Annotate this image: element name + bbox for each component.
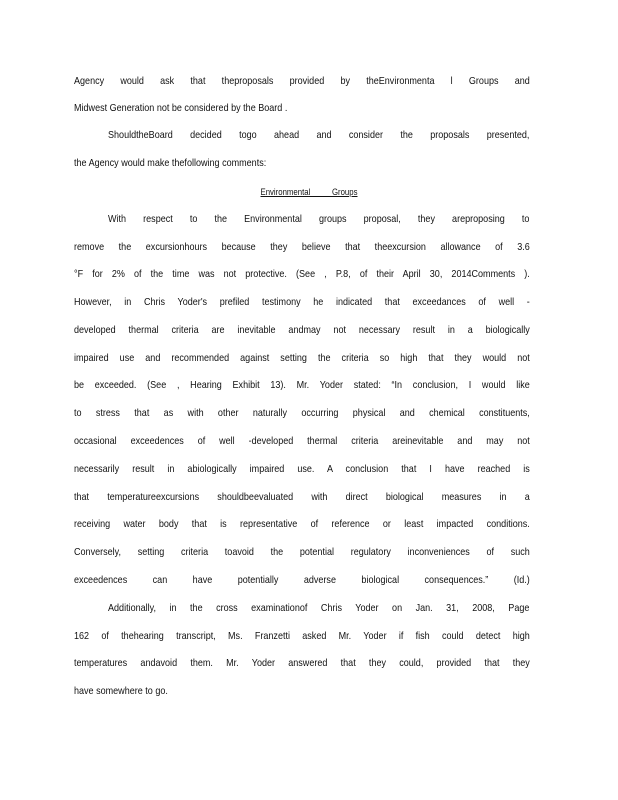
text-line: temperatures andavoid them. Mr. Yoder answered that they could, provided that they <box>74 657 530 669</box>
text-line: occasional exceedences of well -developed thermal criteria areinevitable and may not <box>74 435 530 447</box>
text-line: the Agency would make thefollowing comments: <box>74 157 267 169</box>
text-line: °F for 2% of the time was not protective. (See , P.8, of their April 30, 2014Comments ). <box>74 268 530 280</box>
text-line: be exceeded. (See , Hearing Exhibit 13). Mr. Yoder stated: “In conclusion, I would like <box>74 379 530 391</box>
text-line: 162 of thehearing transcript, Ms. Franzetti asked Mr. Yoder if fish could detect high <box>74 630 530 642</box>
text-line: However, in Chris Yoder's prefiled testimony he indicated that exceedances of well - <box>74 296 530 308</box>
text-line: impaired use and recommended against setting the criteria so high that they would not <box>74 352 530 364</box>
text-line: developed thermal criteria are inevitable andmay not necessary result in a biologically <box>74 324 530 336</box>
text-line: have somewhere to go. <box>74 685 168 697</box>
text-line: that temperatureexcursions shouldbeevaluated with direct biological measures in a <box>74 491 530 503</box>
text-line: remove the excursionhours because they believe that theexcursion allowance of 3.6 <box>74 241 530 253</box>
text-line: Agency would ask that theproposals provided by theEnvironmenta l Groups and <box>74 75 530 87</box>
text-line: Conversely, setting criteria toavoid the potential regulatory inconveniences of such <box>74 546 530 558</box>
text-line: Additionally, in the cross examinationof Chris Yoder on Jan. 31, 2008, Page <box>108 602 530 614</box>
text-line: With respect to the Environmental groups proposal, they areproposing to <box>108 213 530 225</box>
text-line: ShouldtheBoard decided togo ahead and consider the proposals presented, <box>108 129 530 141</box>
text-line: to stress that as with other naturally occurring physical and chemical constituents, <box>74 407 530 419</box>
text-line: necessarily result in abiologically impaired use. A conclusion that I have reached is <box>74 463 530 475</box>
section-heading-text: Environmental Groups <box>260 187 358 198</box>
text-line: exceedences can have potentially adverse biological consequences.” (Id.) <box>74 574 530 586</box>
text-line: Midwest Generation not be considered by the Board . <box>74 102 288 114</box>
section-heading <box>56 187 563 199</box>
text-line: receiving water body that is representative of reference or least impacted conditions. <box>74 518 530 530</box>
